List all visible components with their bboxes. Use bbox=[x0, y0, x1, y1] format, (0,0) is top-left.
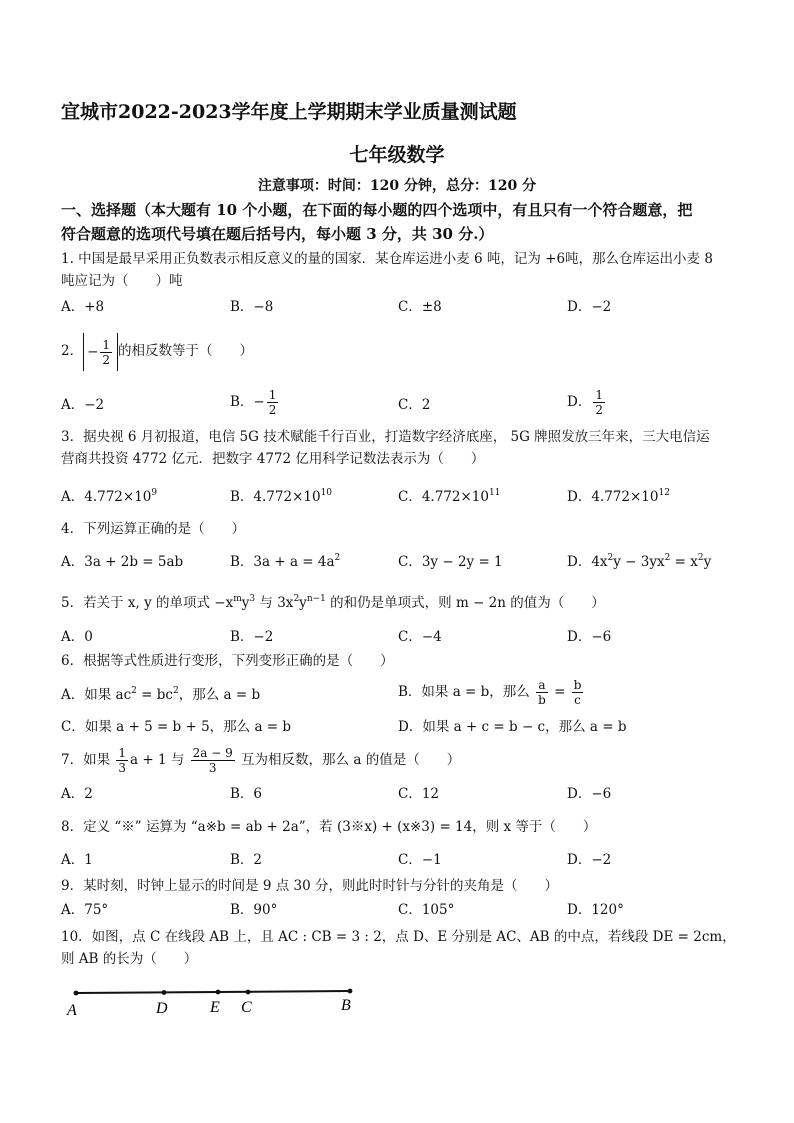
option-d[interactable]: D．−2 bbox=[567, 299, 612, 315]
option-d[interactable]: D．−2 bbox=[567, 852, 612, 868]
option-d[interactable]: D．如果 a + c = b − c，那么 a = b bbox=[398, 719, 627, 735]
option-a[interactable]: A．1 bbox=[61, 852, 93, 868]
label-e: E bbox=[210, 999, 220, 1016]
question-5-exp1: m bbox=[233, 594, 242, 604]
option-c-base: C．4.772×10 bbox=[398, 489, 489, 505]
fraction bbox=[593, 388, 605, 417]
option-c[interactable] bbox=[398, 486, 500, 508]
fraction bbox=[191, 746, 235, 775]
fraction-numerator: 1 bbox=[118, 746, 127, 760]
option-d-part1: D．4x bbox=[567, 554, 608, 570]
option-b-exponent: 2 bbox=[334, 553, 341, 563]
fraction-denominator: c bbox=[574, 693, 581, 707]
fraction-numerator: 1 bbox=[268, 388, 277, 402]
option-d[interactable] bbox=[567, 388, 607, 417]
option-a-exponent: 9 bbox=[151, 488, 158, 498]
option-a[interactable]: A．−2 bbox=[61, 397, 105, 413]
fraction bbox=[100, 338, 112, 367]
question-4: 4．下列运算正确的是（ ） bbox=[61, 521, 246, 537]
exam-title: 宜城市2022-2023学年度上学期期末学业质量测试题 bbox=[61, 101, 517, 123]
question-9-options bbox=[61, 899, 741, 921]
option-b-label: B． bbox=[230, 394, 254, 410]
fraction-numerator: 1 bbox=[595, 388, 603, 402]
option-a[interactable]: A．3a + 2b = 5ab bbox=[61, 554, 184, 570]
option-d-exponent: 12 bbox=[658, 488, 670, 498]
question-7-part3: 互为相反数，那么 a 的值是（ ） bbox=[236, 752, 461, 768]
option-b-text: B．3a + a = 4a bbox=[230, 554, 335, 570]
question-7-options bbox=[61, 783, 741, 805]
fraction-denominator: 2 bbox=[268, 403, 277, 417]
label-d: D bbox=[156, 1000, 168, 1017]
option-d-exp1: 2 bbox=[607, 553, 614, 563]
fraction bbox=[536, 678, 548, 707]
question-7-part1: 7．如果 bbox=[61, 752, 115, 768]
section-heading bbox=[61, 198, 741, 246]
question-8: 8．定义 “※” 运算为 “a※b = ab + 2a”，若 (3※x) + (x※3) = 14，则 x 等于（ ） bbox=[61, 819, 597, 835]
option-c[interactable]: C．2 bbox=[398, 397, 431, 413]
section-heading-line2: 符合题意的选项代号填在题后括号内，每小题 3 分，共 30 分.） bbox=[61, 225, 494, 243]
question-5-exp4: n−1 bbox=[306, 594, 326, 604]
option-b-base: B．4.772×10 bbox=[230, 489, 321, 505]
question-3-options bbox=[61, 486, 741, 508]
question-5-exp2: 3 bbox=[249, 594, 256, 604]
question-10-line2: 则 AB 的长为（ ） bbox=[61, 951, 198, 967]
question-9: 9．某时刻，时钟上显示的时间是 9 点 30 分，则此时时针与分针的夹角是（ ） bbox=[61, 878, 559, 894]
point-e bbox=[216, 990, 221, 995]
option-a-part1: A．如果 ac bbox=[61, 687, 132, 703]
option-d-base: D．4.772×10 bbox=[567, 489, 659, 505]
option-b[interactable]: B．−2 bbox=[230, 629, 274, 645]
option-b-exponent: 10 bbox=[320, 488, 333, 498]
option-c[interactable]: C．12 bbox=[398, 786, 440, 802]
option-b[interactable]: B．−8 bbox=[230, 299, 274, 315]
question-3-line2: 营商共投资 4772 亿元．把数字 4772 亿用科学记数法表示为（ ） bbox=[61, 451, 485, 467]
question-5-part2: y bbox=[241, 595, 250, 611]
question-2-options bbox=[61, 388, 741, 422]
fraction-numerator: 2a − 9 bbox=[192, 746, 233, 760]
option-d[interactable]: D．120° bbox=[567, 902, 624, 918]
label-a: A bbox=[67, 1002, 77, 1019]
option-a[interactable]: A．0 bbox=[61, 629, 93, 645]
fraction bbox=[116, 746, 128, 775]
question-5-part4: y bbox=[299, 595, 307, 611]
question-5-part1: 5．若关于 x, y 的单项式 −x bbox=[61, 595, 234, 611]
option-b[interactable]: B．2 bbox=[230, 852, 263, 868]
question-5-part3: 与 3x bbox=[255, 595, 294, 611]
option-c[interactable]: C．3y − 2y = 1 bbox=[398, 554, 503, 570]
fraction-denominator: 2 bbox=[595, 403, 603, 417]
option-b[interactable]: B．90° bbox=[230, 902, 278, 918]
question-1-line2: 吨应记为（ ）吨 bbox=[61, 273, 183, 289]
question-1-line1: 1. 中国是最早采用正负数表示相反意义的量的国家．某仓库运进小麦 6 吨，记为 +6吨，那么仓库运出小麦 8 bbox=[61, 251, 713, 267]
point-b bbox=[348, 989, 353, 994]
question-2-number: 2． bbox=[61, 343, 84, 359]
question-7 bbox=[61, 742, 741, 778]
option-c[interactable]: C．105° bbox=[398, 902, 455, 918]
question-2 bbox=[61, 330, 741, 372]
section-heading-line1: 一、选择题（本大题有 10 个小题，在下面的每小题的四个选项中，有且只有一个符合题意，把 bbox=[61, 201, 693, 219]
option-b[interactable] bbox=[398, 678, 585, 707]
option-d[interactable]: D．−6 bbox=[567, 786, 612, 802]
fraction-denominator: 3 bbox=[118, 761, 127, 775]
question-6: 6．根据等式性质进行变形，下列变形正确的是（ ） bbox=[61, 653, 394, 669]
option-a-exp1: 2 bbox=[131, 686, 137, 696]
option-d-exp3: 2 bbox=[697, 553, 704, 563]
segment-ab bbox=[76, 991, 350, 993]
option-d-label: D． bbox=[567, 394, 592, 410]
question-6-options-row2 bbox=[61, 716, 741, 738]
option-a-part3: ，那么 a = b bbox=[178, 687, 261, 703]
option-c[interactable]: C．−1 bbox=[398, 852, 442, 868]
question-8-options bbox=[61, 849, 741, 871]
fraction bbox=[572, 678, 584, 707]
question-10 bbox=[61, 926, 741, 970]
fraction-numerator: a bbox=[536, 678, 548, 693]
fraction-numerator: b bbox=[573, 678, 582, 692]
exam-subtitle: 七年级数学 bbox=[349, 144, 445, 166]
fraction-numerator: 1 bbox=[102, 337, 111, 352]
question-3-line1: 3．据央视 6 月初报道，电信 5G 技术赋能千行百业，打造数字经济底座， 5G 牌照发放三年来，三大电信运 bbox=[61, 429, 710, 445]
option-d[interactable] bbox=[567, 486, 670, 508]
option-b[interactable] bbox=[230, 486, 332, 508]
option-c-exponent: 11 bbox=[488, 488, 501, 498]
question-5-options bbox=[61, 626, 741, 648]
option-a[interactable]: A．75° bbox=[61, 902, 109, 918]
option-a-exp2: 2 bbox=[173, 686, 179, 696]
option-c[interactable]: C．−4 bbox=[398, 629, 442, 645]
option-b[interactable]: B．6 bbox=[230, 786, 263, 802]
fraction bbox=[267, 388, 279, 417]
fraction-denominator: 3 bbox=[208, 761, 217, 775]
point-d bbox=[162, 990, 167, 995]
option-d[interactable] bbox=[567, 551, 711, 573]
exam-notice: 注意事项：时间：120 分钟，总分：120 分 bbox=[257, 178, 537, 194]
option-d[interactable]: D．−6 bbox=[567, 629, 612, 645]
question-3 bbox=[61, 426, 741, 470]
question-6-options-row1 bbox=[61, 678, 741, 712]
question-5 bbox=[61, 592, 741, 614]
option-b[interactable] bbox=[230, 388, 280, 417]
option-b[interactable] bbox=[230, 551, 340, 573]
option-a[interactable] bbox=[61, 486, 157, 508]
label-b: B bbox=[341, 997, 351, 1014]
option-d-part3: = x bbox=[670, 554, 698, 570]
equals-sign: = bbox=[549, 684, 570, 700]
option-a[interactable]: A．2 bbox=[61, 786, 93, 802]
fraction-denominator: b bbox=[538, 693, 546, 707]
option-d-part4: y bbox=[703, 554, 712, 570]
option-a-base: A．4.772×10 bbox=[61, 489, 152, 505]
question-5-exp3: 2 bbox=[293, 594, 300, 604]
question-1-options bbox=[61, 296, 741, 318]
option-a[interactable]: A．+8 bbox=[61, 299, 105, 315]
label-c: C bbox=[241, 999, 252, 1016]
question-1 bbox=[61, 248, 741, 292]
option-b-text: B．如果 a = b，那么 bbox=[398, 684, 535, 700]
minus-sign: − bbox=[253, 394, 265, 410]
option-d-part2: y − 3yx bbox=[613, 554, 665, 570]
option-a-part2: = bc bbox=[136, 687, 173, 703]
absolute-value bbox=[83, 333, 118, 371]
option-c[interactable]: C．±8 bbox=[398, 299, 442, 315]
option-d-exp2: 2 bbox=[664, 553, 671, 563]
line-segment-figure bbox=[60, 985, 360, 1025]
option-a[interactable] bbox=[61, 684, 260, 706]
question-5-part5: 的和仍是单项式，则 m − 2n 的值为（ ） bbox=[325, 595, 605, 611]
fraction-denominator: 2 bbox=[102, 352, 111, 367]
minus-sign: − bbox=[87, 343, 99, 360]
question-4-options bbox=[61, 551, 741, 573]
question-10-line1: 10．如图，点 C 在线段 AB 上，且 AC : CB = 3 : 2，点 D、E 分别是 AC、AB 的中点，若线段 DE = 2cm， bbox=[61, 929, 736, 945]
question-7-part2: a + 1 与 bbox=[130, 752, 189, 768]
option-c[interactable]: C．如果 a + 5 = b + 5，那么 a = b bbox=[61, 719, 292, 735]
point-c bbox=[246, 990, 251, 995]
question-2-text: 的相反数等于（ ） bbox=[118, 343, 254, 359]
point-a bbox=[74, 991, 79, 996]
